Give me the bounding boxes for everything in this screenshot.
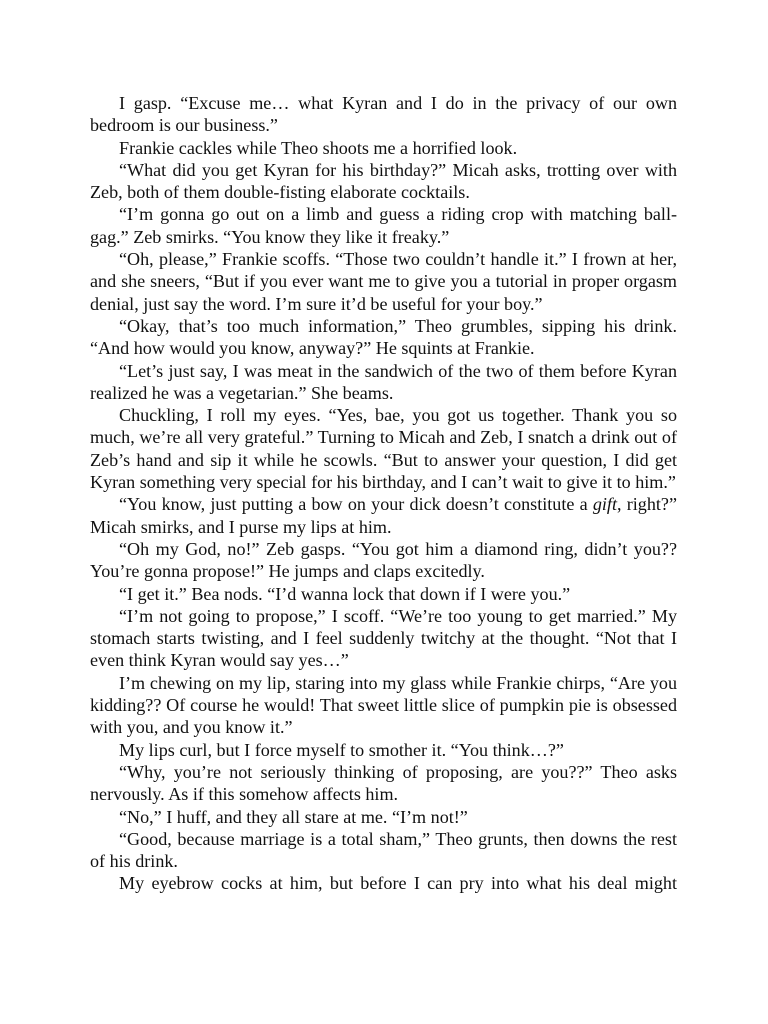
paragraph: “Oh my God, no!” Zeb gasps. “You got him a diamond ring, didn’t you?? You’re gonna propose!” He jumps and claps excitedly. [90, 538, 677, 582]
paragraph-continued: My eyebrow cocks at him, but before I can pry into what his deal might [119, 873, 677, 894]
paragraph: “I’m gonna go out on a limb and guess a riding crop with matching ball-gag.” Zeb smirks. “You know they like it freaky.” [90, 204, 677, 247]
book-page [90, 92, 677, 895]
paragraph-with-emphasis [90, 493, 677, 538]
paragraph: I gasp. “Excuse me… what Kyran and I do in the privacy of our own bedroom is our business.” [90, 93, 677, 136]
paragraph: I’m chewing on my lip, staring into my glass while Frankie chirps, “Are you kidding?? Of course he would! That sweet little slice of pumpkin pie is obsessed with you, and you know it.” [90, 672, 677, 738]
paragraph: “No,” I huff, and they all stare at me. “I’m not!” [119, 806, 468, 827]
paragraph-text: , right?” Micah smirks, and I purse my lips at him. [90, 494, 677, 537]
paragraph: My lips curl, but I force myself to smother it. “You think…?” [119, 739, 564, 760]
paragraph: “Why, you’re not seriously thinking of proposing, are you??” Theo asks nervously. As if this somehow affects him. [90, 761, 677, 805]
paragraph: “Okay, that’s too much information,” Theo grumbles, sipping his drink. “And how would you know, anyway?” He squints at Frankie. [90, 315, 677, 359]
paragraph: “I’m not going to propose,” I scoff. “We’re too young to get married.” My stomach starts twisting, and I feel suddenly twitchy at the thought. “Not that I even think Kyran would say yes…” [90, 605, 677, 671]
paragraph: “Oh, please,” Frankie scoffs. “Those two couldn’t handle it.” I frown at her, and she sneers, “But if you ever want me to give you a tutorial in proper orgasm denial, just say the word. I’m sure it’d be useful for your boy.” [90, 249, 677, 314]
paragraph: “I get it.” Bea nods. “I’d wanna lock that down if I were you.” [119, 583, 571, 604]
emphasized-word: gift [592, 494, 617, 515]
paragraph: “Let’s just say, I was meat in the sandwich of the two of them before Kyran realized he was a vegetarian.” She beams. [90, 360, 677, 403]
paragraph-text: “You know, just putting a bow on your dick doesn’t constitute a [119, 494, 593, 515]
paragraph: “What did you get Kyran for his birthday?” Micah asks, trotting over with Zeb, both of them double-fisting elaborate cocktails. [90, 159, 677, 203]
paragraph: “Good, because marriage is a total sham,” Theo grunts, then downs the rest of his drink. [90, 828, 677, 872]
paragraph: Frankie cackles while Theo shoots me a horrified look. [119, 137, 518, 158]
paragraph: Chuckling, I roll my eyes. “Yes, bae, you got us together. Thank you so much, we’re all very grateful.” Turning to Micah and Zeb, I snatch a drink out of Zeb’s hand and sip it while he scowls. “But to answer your question, I did get Kyran something very special for his birthday, and I can’t wait to give it to him.” [90, 405, 677, 493]
